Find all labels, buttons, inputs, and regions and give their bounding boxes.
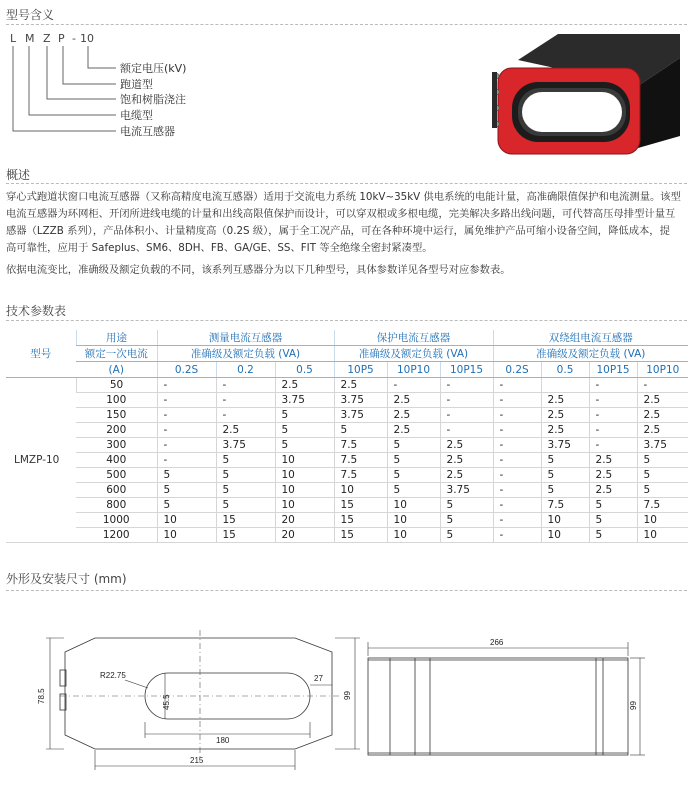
header-sub: 准确级及额定负载 (VA) <box>334 346 493 362</box>
value-cell: 2.5 <box>275 378 334 393</box>
value-cell: 2.5 <box>387 423 440 438</box>
value-cell: 3.75 <box>334 393 387 408</box>
legend-voltage: 额定电压(kV) <box>120 62 187 75</box>
current-cell: 1000 <box>76 513 157 528</box>
front-view-drawing <box>30 630 370 770</box>
divider <box>6 183 687 184</box>
value-cell: - <box>493 378 541 393</box>
value-cell: 10 <box>541 528 589 543</box>
product-image <box>488 28 688 158</box>
value-cell: - <box>589 423 637 438</box>
current-cell: 600 <box>76 483 157 498</box>
value-cell: 2.5 <box>541 423 589 438</box>
value-cell: 5 <box>387 483 440 498</box>
model-cell: LMZP-10 <box>6 378 76 543</box>
value-cell: - <box>493 498 541 513</box>
value-cell <box>541 378 589 393</box>
header-usage: 用途 <box>76 330 157 346</box>
code-letter-z: Z <box>43 32 51 45</box>
value-cell: 5 <box>589 498 637 513</box>
value-cell: 5 <box>157 468 216 483</box>
value-cell: 5 <box>334 423 387 438</box>
value-cell: 10 <box>275 468 334 483</box>
value-cell: 10 <box>387 513 440 528</box>
value-cell: 5 <box>440 513 493 528</box>
value-cell: - <box>637 378 688 393</box>
value-cell: 5 <box>157 483 216 498</box>
current-cell: 500 <box>76 468 157 483</box>
value-cell: - <box>216 378 275 393</box>
header-model: 型号 <box>6 330 76 378</box>
value-cell: 5 <box>275 423 334 438</box>
dim-99-front: 99 <box>343 691 352 700</box>
value-cell: 15 <box>334 528 387 543</box>
value-cell: 15 <box>334 498 387 513</box>
value-cell: - <box>493 393 541 408</box>
value-cell: 5 <box>440 498 493 513</box>
value-cell: - <box>387 378 440 393</box>
value-cell: 2.5 <box>637 423 688 438</box>
value-cell: 7.5 <box>334 468 387 483</box>
value-cell: - <box>157 393 216 408</box>
value-cell: 5 <box>387 438 440 453</box>
current-cell: 300 <box>76 438 157 453</box>
value-cell: 5 <box>387 468 440 483</box>
value-cell: 5 <box>541 453 589 468</box>
value-cell: 10 <box>275 498 334 513</box>
header-group-protect: 保护电流互感器 <box>334 330 493 346</box>
value-cell: - <box>157 378 216 393</box>
current-cell: 150 <box>76 408 157 423</box>
value-cell: 15 <box>334 513 387 528</box>
value-cell: - <box>216 393 275 408</box>
value-cell: 2.5 <box>440 438 493 453</box>
value-cell: 5 <box>275 408 334 423</box>
value-cell: 15 <box>216 513 275 528</box>
value-cell: 2.5 <box>589 483 637 498</box>
value-cell: 10 <box>637 528 688 543</box>
value-cell: - <box>440 393 493 408</box>
value-cell: - <box>440 423 493 438</box>
overview-line: 高可靠性，应用于 Safeplus、SM6、8DH、FB、GA/GE、SS、FIT 等全绝缘全密封紧凑型。 <box>6 242 433 254</box>
dim-78-5: 78.5 <box>37 688 46 704</box>
value-cell: 2.5 <box>589 453 637 468</box>
table-row <box>6 453 688 468</box>
value-cell: 5 <box>541 483 589 498</box>
value-cell: - <box>440 378 493 393</box>
value-cell: 2.5 <box>541 393 589 408</box>
value-cell: - <box>589 378 637 393</box>
value-cell: - <box>493 513 541 528</box>
current-cell: 1200 <box>76 528 157 543</box>
value-cell: 10 <box>637 513 688 528</box>
spec-title: 技术参数表 <box>6 304 67 318</box>
value-cell: - <box>493 468 541 483</box>
value-cell: - <box>589 438 637 453</box>
value-cell: 7.5 <box>637 498 688 513</box>
value-cell: 2.5 <box>589 468 637 483</box>
header-class: 10P5 <box>334 362 387 378</box>
dim-27: 27 <box>314 674 323 683</box>
table-row <box>6 498 688 513</box>
table-row <box>6 378 688 393</box>
header-class: 10P10 <box>637 362 688 378</box>
value-cell: 20 <box>275 513 334 528</box>
table-row <box>6 483 688 498</box>
value-cell: 10 <box>387 528 440 543</box>
value-cell: 7.5 <box>541 498 589 513</box>
value-cell: 2.5 <box>387 408 440 423</box>
header-class: 0.5 <box>541 362 589 378</box>
header-class: 0.5 <box>275 362 334 378</box>
value-cell: 7.5 <box>334 438 387 453</box>
code-letter-l: L <box>10 32 17 45</box>
value-cell: 3.75 <box>637 438 688 453</box>
value-cell: - <box>157 453 216 468</box>
code-letter-10: 10 <box>80 32 94 45</box>
header-group-measure: 测量电流互感器 <box>157 330 334 346</box>
value-cell: - <box>493 423 541 438</box>
value-cell: - <box>493 483 541 498</box>
spec-table <box>6 330 688 543</box>
overview-title: 概述 <box>6 168 31 182</box>
value-cell: 3.75 <box>440 483 493 498</box>
header-group-dual: 双绕组电流互感器 <box>493 330 688 346</box>
value-cell: 5 <box>387 453 440 468</box>
divider <box>6 320 687 321</box>
value-cell: 2.5 <box>440 453 493 468</box>
value-cell: 3.75 <box>275 393 334 408</box>
table-row <box>6 423 688 438</box>
header-primary-current: 额定一次电流 <box>76 346 157 362</box>
value-cell: 15 <box>216 528 275 543</box>
legend-resin: 饱和树脂浇注 <box>120 93 186 106</box>
header-class: 0.2S <box>157 362 216 378</box>
header-class: 10P10 <box>387 362 440 378</box>
value-cell: 5 <box>637 453 688 468</box>
code-letter-dash: - <box>72 32 76 45</box>
overview-line: 电流互感器为环网柜、开闭所进线电缆的计量和出线高限值保护而设计，可以穿双根或多根电缆，完美解决多路出线问题，可代替高压母排型计量互 <box>6 208 676 220</box>
table-row <box>6 528 688 543</box>
value-cell: 5 <box>216 498 275 513</box>
dim-radius: R22.75 <box>100 671 126 680</box>
value-cell: 3.75 <box>216 438 275 453</box>
value-cell: - <box>589 408 637 423</box>
overview-paragraph-1 <box>6 189 688 257</box>
value-cell: - <box>157 438 216 453</box>
divider <box>6 590 687 591</box>
spec-table-body <box>6 378 688 543</box>
legend-cable: 电缆型 <box>120 109 153 122</box>
value-cell: - <box>157 423 216 438</box>
dim-45-5: 45.5 <box>162 694 171 710</box>
value-cell: 10 <box>334 483 387 498</box>
value-cell: 2.5 <box>387 393 440 408</box>
value-cell: 20 <box>275 528 334 543</box>
value-cell: 2.5 <box>334 378 387 393</box>
value-cell: 10 <box>275 483 334 498</box>
value-cell: 5 <box>637 483 688 498</box>
header-sub: 准确级及额定负载 (VA) <box>157 346 334 362</box>
model-meaning-title: 型号含义 <box>6 8 55 22</box>
value-cell: 2.5 <box>216 423 275 438</box>
value-cell: 10 <box>275 453 334 468</box>
legend-ct: 电流互感器 <box>120 125 175 138</box>
value-cell: 5 <box>440 528 493 543</box>
dim-215: 215 <box>190 756 204 765</box>
value-cell: 5 <box>216 453 275 468</box>
side-view-drawing <box>360 630 660 770</box>
current-cell: 400 <box>76 453 157 468</box>
code-letter-m: M <box>25 32 35 45</box>
value-cell: 5 <box>275 438 334 453</box>
dim-99-side: 99 <box>629 701 638 710</box>
value-cell: 5 <box>589 513 637 528</box>
overview-line: 穿心式跑道状窗口电流互感器（又称高精度电流互感器）适用于交流电力系统 10kV~35kV 供电系统的电能计量，高准确限值保护和电流测量。该型 <box>6 191 681 203</box>
value-cell: 5 <box>216 468 275 483</box>
dimensions-title: 外形及安装尺寸 (mm) <box>6 572 127 586</box>
value-cell: - <box>216 408 275 423</box>
header-class: 10P15 <box>440 362 493 378</box>
value-cell: 2.5 <box>637 408 688 423</box>
value-cell: 5 <box>157 498 216 513</box>
code-bracket-lines <box>0 0 130 140</box>
value-cell: 2.5 <box>440 468 493 483</box>
overview-line: 感器（LZZB 系列），产品体积小、计量精度高（0.2S 级），属于全工况产品，可在各种环境中运行，属免维护产品可缩小设备空间，降低成本，提 <box>6 225 670 237</box>
header-sub: 准确级及额定负载 (VA) <box>493 346 688 362</box>
value-cell: - <box>589 393 637 408</box>
table-row <box>6 408 688 423</box>
value-cell: 2.5 <box>541 408 589 423</box>
value-cell: 10 <box>157 513 216 528</box>
header-class: 0.2 <box>216 362 275 378</box>
value-cell: 7.5 <box>334 453 387 468</box>
overview-paragraph-2: 依据电流变比，准确级及额定负载的不同，该系列互感器分为以下几种型号，具体参数详见各型号对应参数表。 <box>6 264 511 276</box>
header-unit: (A) <box>76 362 157 378</box>
header-class: 0.2S <box>493 362 541 378</box>
value-cell: - <box>493 438 541 453</box>
value-cell: 10 <box>387 498 440 513</box>
value-cell: 10 <box>541 513 589 528</box>
current-cell: 50 <box>76 378 157 393</box>
table-row <box>6 393 688 408</box>
dim-266: 266 <box>490 638 504 647</box>
legend-racetrack: 跑道型 <box>120 78 153 91</box>
value-cell: 3.75 <box>334 408 387 423</box>
value-cell: 3.75 <box>541 438 589 453</box>
value-cell: 10 <box>157 528 216 543</box>
value-cell: 5 <box>541 468 589 483</box>
value-cell: - <box>493 408 541 423</box>
value-cell: - <box>440 408 493 423</box>
table-row <box>6 468 688 483</box>
table-row <box>6 513 688 528</box>
value-cell: 5 <box>589 528 637 543</box>
code-letter-p: P <box>58 32 65 45</box>
table-row <box>6 438 688 453</box>
value-cell: - <box>493 528 541 543</box>
dim-180: 180 <box>216 736 230 745</box>
value-cell: 2.5 <box>637 393 688 408</box>
value-cell: - <box>493 453 541 468</box>
value-cell: 5 <box>637 468 688 483</box>
value-cell: 5 <box>216 483 275 498</box>
current-cell: 800 <box>76 498 157 513</box>
value-cell: - <box>157 408 216 423</box>
header-class: 10P15 <box>589 362 637 378</box>
current-cell: 200 <box>76 423 157 438</box>
current-cell: 100 <box>76 393 157 408</box>
